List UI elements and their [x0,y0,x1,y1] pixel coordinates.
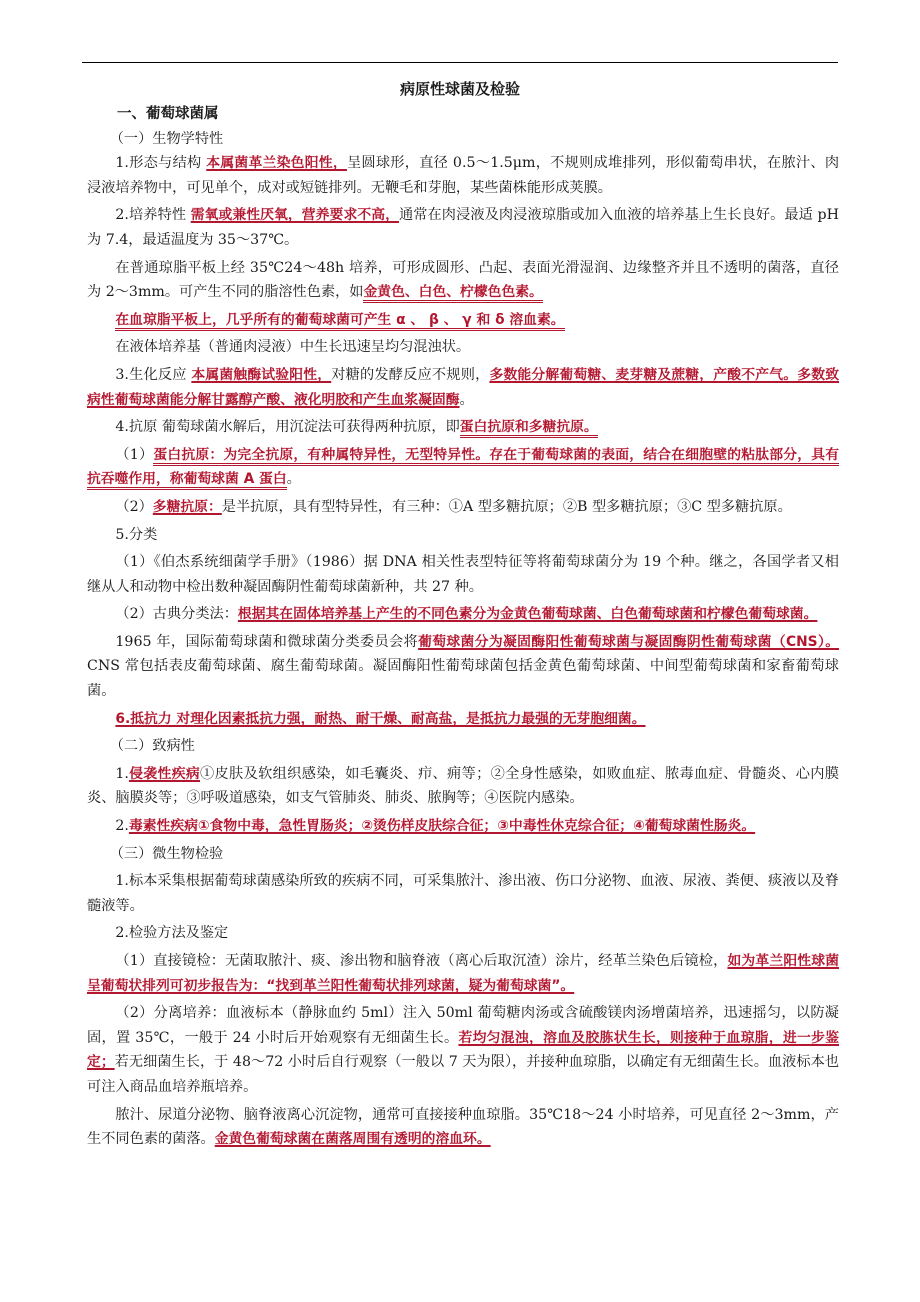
highlight-text: 如为革兰阳性球菌呈葡萄状排列可初步报告为：“找到革兰阳性葡萄状排列球菌，疑为葡萄球菌”。 [87,953,840,994]
paragraph-direct-microscopy: （1）直接镜检：无菌取脓汁、痰、渗出物和脑脊液（离心后取沉渣）涂片，经革兰染色后镜检，如为革兰阳性球菌呈葡萄状排列可初步报告为：“找到革兰阳性葡萄状排列球菌，疑为葡萄球菌”。 [87,953,840,994]
paragraph-colony: 在普通琼脂平板上经 35℃24～48h 培养，可形成圆形、凸起、表面光滑湿润、边缘整齐并且不透明的菌落，直径为 2～3mm。可产生不同的脂溶性色素，如金黄色、白色、柠檬色色素。 [87,256,839,305]
section-heading-staphylococcus: 一、葡萄球菌属 [117,106,219,122]
subsection-heading-lab-tests: （三）微生物检验 [109,845,224,862]
highlight-text: 根据其在固体培养基上产生的不同色素分为金黄色葡萄球菌、白色葡萄球菌和柠檬色葡萄球菌。 [237,606,818,623]
paragraph-liquid-medium: 在液体培养基（普通肉浸液）中生长迅速呈均匀混浊状。 [115,339,471,356]
highlight-text: 本属菌触酶试验阳性， [191,366,332,383]
paragraph-morphology: 1.形态与结构 本属菌革兰染色阳性，呈圆球形，直径 0.5～1.5μm，不规则成堆排列，形似葡萄串状，在脓汁、肉浸液培养物中，可见单个，成对或短链排列。无鞭毛和芽胞，某些菌株能形成荚膜。 [87,155,840,196]
paragraph-protein-antigen: （1）蛋白抗原：为完全抗原，有种属特异性，无型特异性。存在于葡萄球菌的表面，结合在细胞壁的粘肽部分，具有抗吞噬作用，称葡萄球菌 A 蛋白。 [87,443,839,492]
subsection-heading-pathogenicity: （二）致病性 [109,738,195,755]
highlight-text: 在血琼脂平板上，几乎所有的葡萄球菌可产生 α 、 β 、 γ 和 δ 溶血素。 [115,312,564,331]
highlight-text: 若均匀混浊，溶血及胶胨状生长，则接种于血琼脂，进一步鉴定； [87,1029,839,1071]
highlight-text: 毒素性疾病①食物中毒，急性胃肠炎；②烫伤样皮肤综合征；③中毒性休克综合征；④葡萄球菌性肠炎。 [128,818,756,835]
paragraph-antigen: 4.抗原 葡萄球菌水解后，用沉淀法可获得两种抗原，即蛋白抗原和多糖抗原。 [87,415,839,440]
paragraph-isolation-culture: （2）分离培养：血液标本（静脉血约 5ml）注入 50ml 葡萄糖肉汤或含硫酸镁肉汤增菌培养，迅速摇匀，以防凝固，置 35℃，一般于 24 小时后开始观察有无细菌生长。若均匀混浊，溶血及胶胨状生长，则接种于血琼脂，进一步鉴定；若无细菌生长，于 48～72 小时后自行观察（一般以 7 天为限），并接种血琼脂，以确定有无细菌生长。血液标本也可注入商品血培养瓶培养。 [87,1005,839,1095]
highlight-text: 金黄色、白色、柠檬色色素。 [363,284,542,303]
paragraph-classic-classification: （2）古典分类法：根据其在固体培养基上产生的不同色素分为金黄色葡萄球菌、白色葡萄球菌和柠檬色葡萄球菌。 [115,606,818,623]
paragraph-culture: 2.培养特性 需氧或兼性厌氧，营养要求不高，通常在肉浸液及肉浸液琼脂或加入血液的培养基上生长良好。最适 pH 为 7.4，最适温度为 35～37℃。 [87,207,840,248]
paragraph-classification-heading: 5.分类 [115,526,158,543]
paragraph-methods-heading: 2.检验方法及鉴定 [115,925,229,942]
highlight-text: 多数能分解葡萄糖、麦芽糖及蔗糖，产酸不产气。多数致病性葡萄球菌能分解甘露醇产酸、液化明胶和产生血浆凝固酶 [87,366,840,408]
subsection-heading-biology: （一）生物学特性 [109,130,224,147]
highlight-text: 蛋白抗原和多糖抗原。 [460,419,598,438]
paragraph-resistance [87,707,839,732]
highlight-text: 6.抵抗力 对理化因素抵抗力强，耐热、耐干燥、耐高盐，是抵抗力最强的无芽胞细菌。 [115,710,646,727]
paragraph-toxin-disease: 2.毒素性疾病①食物中毒，急性胃肠炎；②烫伤样皮肤综合征；③中毒性休克综合征；④葡萄球菌性肠炎。 [115,818,756,835]
highlight-text: 蛋白抗原：为完全抗原，有种属特异性，无型特异性。存在于葡萄球菌的表面，结合在细胞壁的粘肽部分，具有抗吞噬作用，称葡萄球菌 A 蛋白 [87,447,839,491]
paragraph-bergey: （1）《伯杰系统细菌学手册》（1986）据 DNA 相关性表型特征等将葡萄球菌分为 19 个种。继之，各国学者又相继从人和动物中检出数种凝固酶阴性葡萄球菌新种，共 27 种。 [87,554,839,595]
document-title: 病原性球菌及检验 [399,80,520,98]
highlight-text: 多糖抗原： [152,498,222,515]
paragraph-invasive-disease: 1.侵袭性疾病①皮肤及软组织感染，如毛囊炎、疖、痈等；②全身性感染，如败血症、脓毒血症、骨髓炎、心内膜炎、脑膜炎等；③呼吸道感染，如支气管肺炎、肺炎、脓胸等；④医院内感染。 [87,765,839,807]
paragraph-pus-culture: 脓汁、尿道分泌物、脑脊液离心沉淀物，通常可直接接种血琼脂。35℃18～24 小时培养，可见直径 2～3mm，产生不同色素的菌落。金黄色葡萄球菌在菌落周围有透明的溶血环。 [87,1106,839,1148]
highlight-text: 葡萄球菌分为凝固酶阳性葡萄球菌与凝固酶阴性葡萄球菌（CNS）。 [418,633,839,650]
highlight-text: 金黄色葡萄球菌在菌落周围有透明的溶血环。 [214,1131,491,1148]
paragraph-specimen-collection: 1.标本采集根据葡萄球菌感染所致的疾病不同，可采集脓汁、渗出液、伤口分泌物、血液、尿液、粪便、痰液以及脊髓液等。 [87,873,839,914]
paragraph-polysaccharide-antigen: （2）多糖抗原：是半抗原，具有型特异性，有三种：①A 型多糖抗原；②B 型多糖抗原；③C 型多糖抗原。 [115,498,792,515]
header-rule [82,62,838,63]
highlight-text: 本属菌革兰染色阳性， [206,155,347,172]
paragraph-biochemistry: 3.生化反应 本属菌触酶试验阳性，对糖的发酵反应不规则，多数能分解葡萄糖、麦芽糖及蔗糖，产酸不产气。多数致病性葡萄球菌能分解甘露醇产酸、液化明胶和产生血浆凝固酶。 [87,366,840,408]
highlight-text: 侵袭性疾病 [128,765,200,782]
highlight-text: 需氧或兼性厌氧，营养要求不高， [190,207,399,224]
paragraph-hemolysin [87,308,839,333]
paragraph-1965-committee: 1965 年，国际葡萄球菌和微球菌分类委员会将葡萄球菌分为凝固酶阳性葡萄球菌与凝固酶阴性葡萄球菌（CNS）。CNS 常包括表皮葡萄球菌、腐生葡萄球菌。凝固酶阳性葡萄球菌包括金黄色葡萄球菌、中间型葡萄球菌和家畜葡萄球菌。 [87,633,839,700]
document-body [87,102,839,1152]
